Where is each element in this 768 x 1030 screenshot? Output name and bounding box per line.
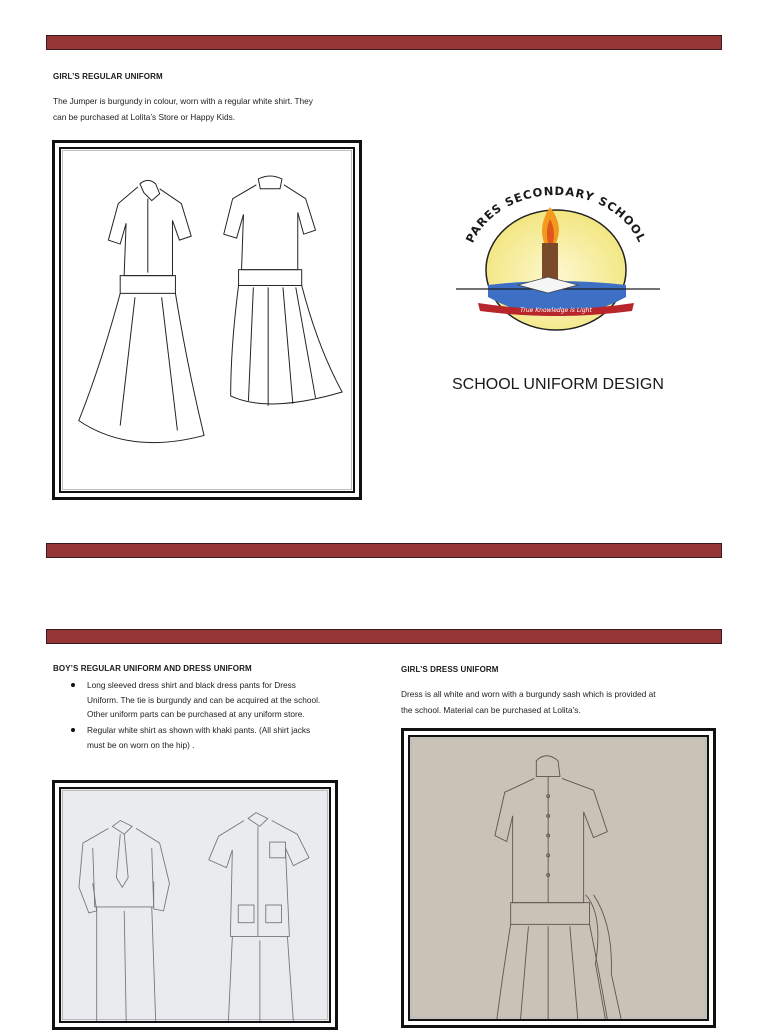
- bullet-line: Other uniform parts can be purchased at any uniform store.: [87, 709, 305, 720]
- bullet-icon: [71, 728, 75, 732]
- girls-dress-uniform-description: [401, 686, 731, 718]
- section-divider-middle: [46, 543, 722, 558]
- list-item: [87, 678, 377, 722]
- girls-regular-uniform-illustration: [52, 140, 362, 500]
- girls-dress-sketch: [410, 737, 707, 1019]
- girls-jumper-sketch: [61, 149, 353, 491]
- boys-uniform-bullet-list: [87, 678, 377, 754]
- list-item: [87, 723, 377, 752]
- girls-dress-uniform-heading: GIRL’S DRESS UNIFORM: [401, 665, 499, 674]
- document-title: SCHOOL UNIFORM DESIGN: [452, 376, 664, 393]
- bullet-line: Long sleeved dress shirt and black dress pants for Dress: [87, 680, 296, 690]
- girls-dress-uniform-illustration: [401, 728, 716, 1028]
- school-crest-icon: [448, 185, 668, 345]
- description-line: Dress is all white and worn with a burgundy sash which is provided at: [401, 689, 656, 699]
- section-divider-lower: [46, 629, 722, 644]
- description-line: the school. Material can be purchased at Lolita’s.: [401, 705, 581, 715]
- bullet-line: Uniform. The tie is burgundy and can be acquired at the school.: [87, 694, 321, 705]
- boys-uniform-illustration: [52, 780, 338, 1030]
- bullet-line: Regular white shirt as shown with khaki pants. (All shirt jacks: [87, 725, 311, 736]
- boys-uniform-sketch: [61, 789, 329, 1021]
- girls-regular-uniform-description: [53, 93, 383, 125]
- girls-regular-uniform-heading: GIRL’S REGULAR UNIFORM: [53, 72, 163, 81]
- description-line: can be purchased at Lolita’s Store or Happy Kids.: [53, 112, 236, 122]
- bullet-line: must be on worn on the hip) .: [87, 739, 195, 750]
- description-line: The Jumper is burgundy in colour, worn with a regular white shirt. They: [53, 96, 313, 106]
- school-logo: [448, 185, 668, 345]
- section-divider-top: [46, 35, 722, 50]
- logo-motto: True Knowledge is Light: [520, 307, 592, 314]
- bullet-icon: [71, 683, 75, 687]
- logo-school-name: PARES SECONDARY SCHOOL: [462, 185, 650, 245]
- boys-uniform-heading: BOY’S REGULAR UNIFORM AND DRESS UNIFORM: [53, 664, 252, 673]
